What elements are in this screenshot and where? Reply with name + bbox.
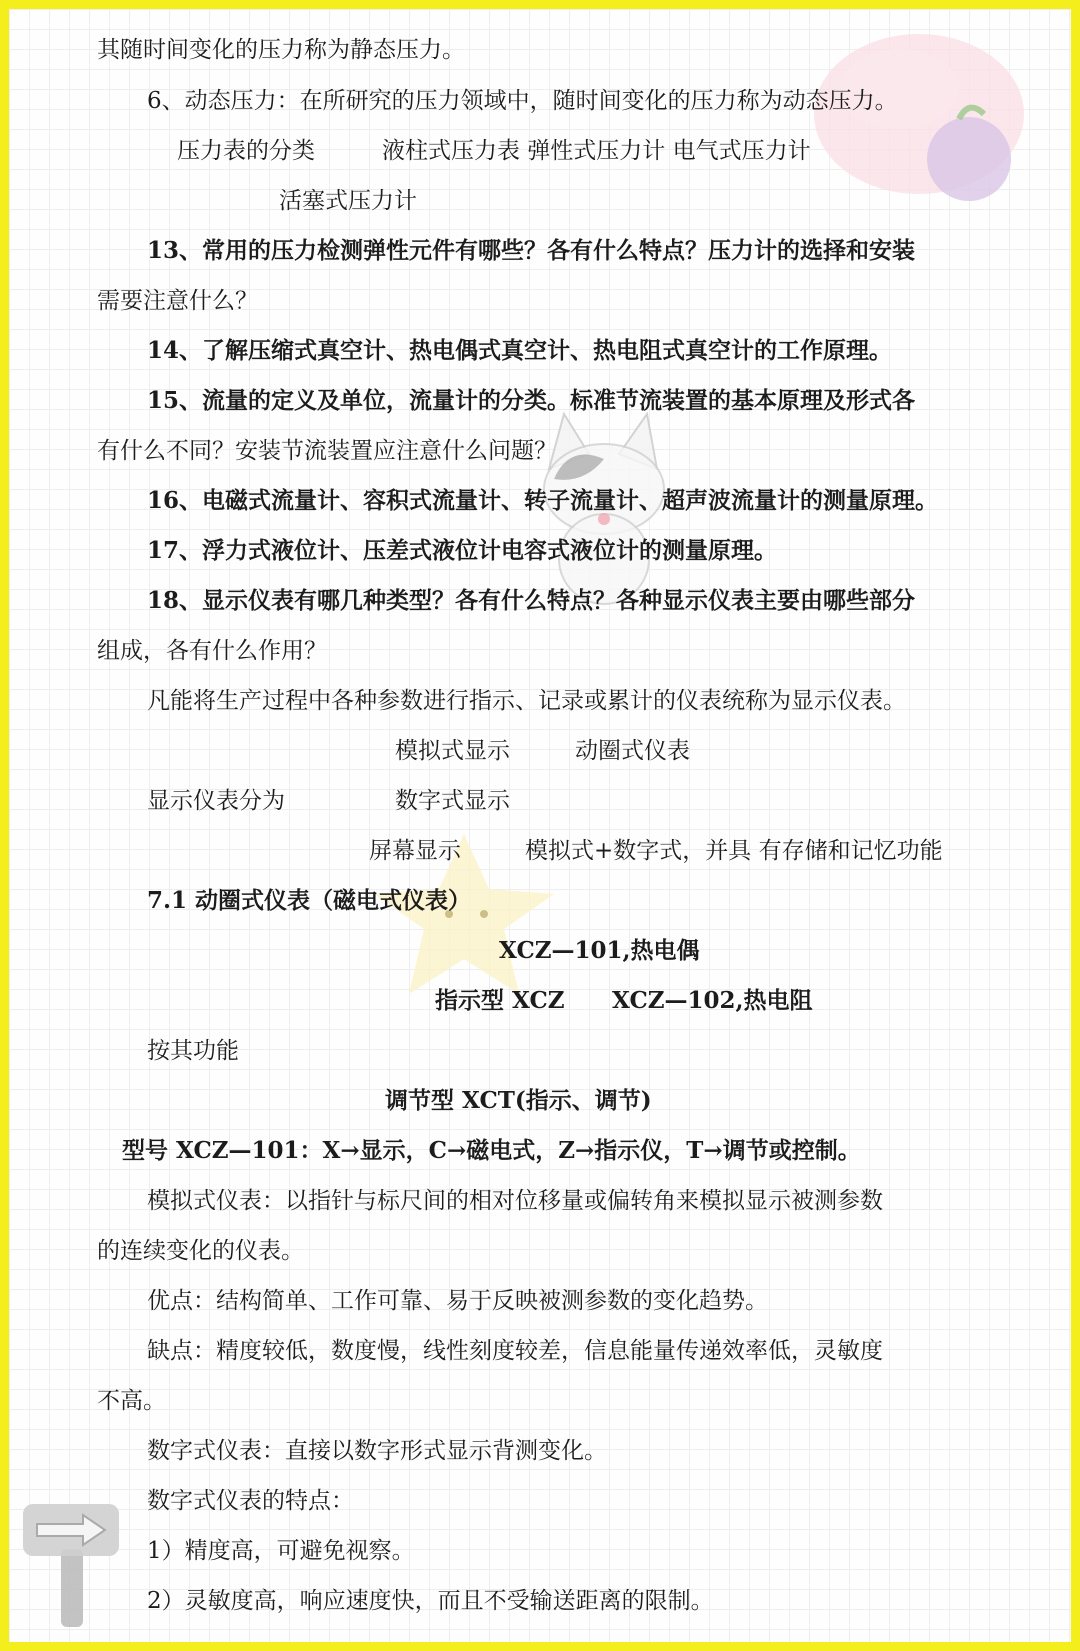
text-line: 缺点：精度较低，数度慢，线性刻度较差，信息能量传递效率低，灵敏度 [147,1338,883,1364]
text-line: XCZ—102,热电阻 [612,987,813,1014]
text-line: 数字式仪表的特点： [147,1488,354,1514]
document-body [9,9,1080,1651]
question-line: 16、电磁式流量计、容积式流量计、转子流量计、超声波流量计的测量原理。 [147,487,939,514]
text-line: 数字式仪表：直接以数字形式显示背测变化。 [147,1438,607,1464]
text-line: 屏幕显示 [369,838,461,864]
text-line: 动圈式仪表 [575,738,690,764]
text-line: 6、动态压力：在所研究的压力领域中，随时间变化的压力称为动态压力。 [147,88,898,114]
text-line: 组成，各有什么作用？ [97,638,327,664]
question-line: 17、浮力式液位计、压差式液位计电容式液位计的测量原理。 [147,537,778,564]
text-line: 压力表的分类 [177,138,315,164]
text-line: 凡能将生产过程中各种参数进行指示、记录或累计的仪表统称为显示仪表。 [147,688,906,714]
text-line: 模拟式显示 [395,738,510,764]
section-heading: 7.1 动圈式仪表（磁电式仪表） [147,887,472,914]
text-line: 模拟式+数字式，并具 有存储和记忆功能 [525,838,943,864]
text-line: 有什么不同？安装节流装置应注意什么问题？ [97,438,557,464]
text-line: 优点：结构简单、工作可靠、易于反映被测参数的变化趋势。 [147,1288,768,1314]
text-line: 其随时间变化的压力称为静态压力。 [97,37,465,63]
text-line: 数字式显示 [395,788,510,814]
list-item: 1）精度高，可避免视察。 [147,1538,415,1564]
question-line: 13、常用的压力检测弹性元件有哪些？各有什么特点？压力计的选择和安装 [147,237,916,264]
question-line: 14、了解压缩式真空计、热电偶式真空计、热电阻式真空计的工作原理。 [147,337,893,364]
text-line: 指示型 XCZ [435,987,565,1014]
text-line: 液柱式压力表 弹性式压力计 电气式压力计 [382,138,811,164]
question-line: 15、流量的定义及单位，流量计的分类。标准节流装置的基本原理及形式各 [147,387,916,414]
text-line: 显示仪表分为 [147,788,285,814]
text-line: 模拟式仪表：以指针与标尺间的相对位移量或偏转角来模拟显示被测参数 [147,1188,883,1214]
text-line: XCZ—101,热电偶 [499,937,700,964]
list-item: 2）灵敏度高，响应速度快，而且不受输送距离的限制。 [147,1588,714,1614]
question-line: 18、显示仪表有哪几种类型？各有什么特点？各种显示仪表主要由哪些部分 [147,587,916,614]
text-line: 型号 XCZ—101：X→显示，C→磁电式，Z→指示仪，T→调节或控制。 [122,1137,861,1164]
text-line: 调节型 XCT(指示、调节) [385,1087,652,1114]
text-line: 需要注意什么？ [97,288,258,314]
text-line: 不高。 [97,1388,166,1414]
text-line: 的连续变化的仪表。 [97,1238,304,1264]
text-line: 活塞式压力计 [279,188,417,214]
text-line: 按其功能 [147,1038,239,1064]
